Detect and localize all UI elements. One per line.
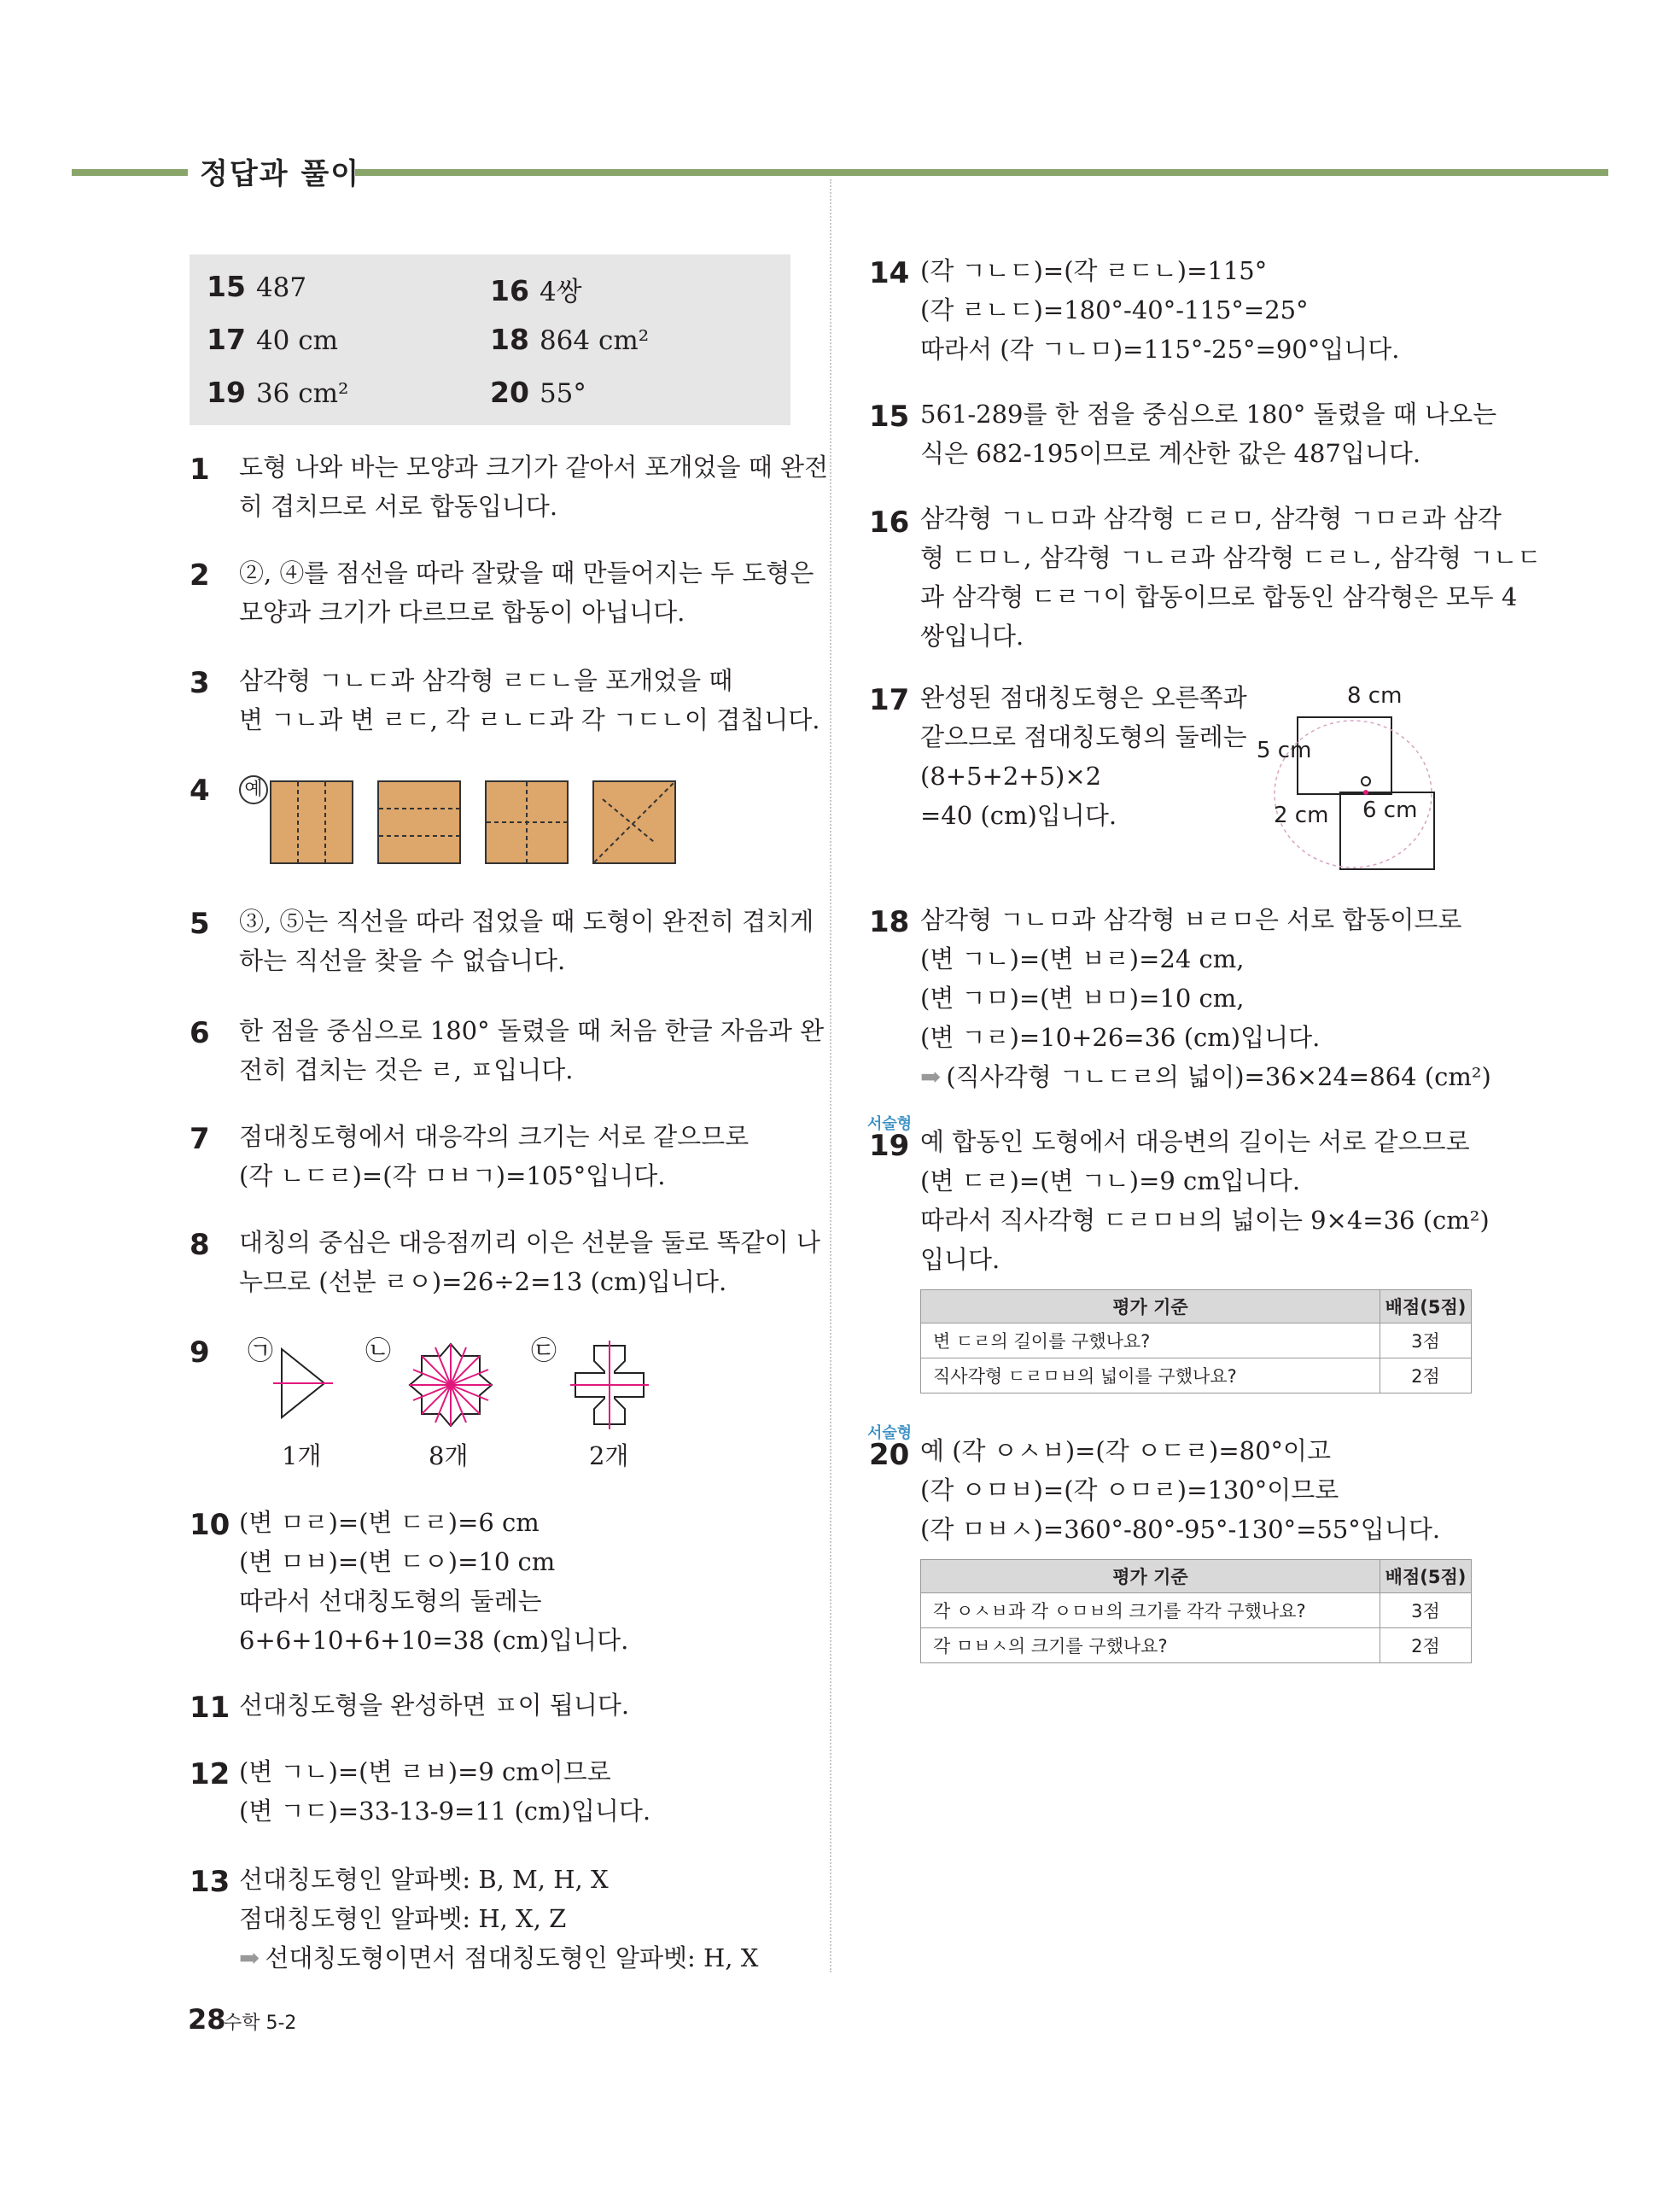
problem-number: 2 [190,558,210,593]
problem-number: 10 [190,1508,230,1542]
dim-label-bottom: 6 cm [1362,798,1418,823]
answer-item: 15 487 [207,270,307,303]
answer-item: 19 36 cm² [207,376,349,409]
arrow-icon: ➡ [920,1062,942,1091]
answer-item: 18 864 cm² [490,323,650,356]
figure-label-2: ㉡ [365,1336,391,1366]
solution-6: 한 점을 중심으로 180° 돌렸을 때 처음 한글 자음과 완 전히 겹치는 것은 ㄹ, ㅍ입니다. [239,1016,825,1084]
problem-number: 18 [869,905,910,939]
problem-number: 6 [190,1016,210,1050]
header-rule-right [355,169,1608,176]
problem-number: 7 [190,1122,210,1156]
table-row: 각 ㅁㅂㅅ의 크기를 구했나요? 2점 [921,1628,1472,1663]
problem-number: 12 [190,1757,230,1791]
problem-number: 15 [869,400,910,434]
book-title: 수학 5-2 [224,2013,297,2034]
solution-18: 삼각형 ㄱㄴㅁ과 삼각형 ㅂㄹㅁ은 서로 합동이므로 (변 ㄱㄴ)=(변 ㅂㄹ)=24 cm, (변 ㄱㅁ)=(변 ㅂㅁ)=10 cm, (변 ㄱㄹ)=10+26=36 (cm)입니다. ➡ (직사각형 ㄱㄴㄷㄹ의 넓이)=36×24=864 (cm²) [920,905,1491,1091]
solution-5: ③, ⑤는 직선을 따라 접었을 때 도형이 완전히 겹치게 하는 직선을 찾을 수 없습니다. [239,907,814,975]
figure-label-3: ㉢ [531,1336,557,1366]
dim-label-top: 8 cm [1347,683,1403,709]
problem-number: 19 [869,1129,910,1163]
solution-12: (변 ㄱㄴ)=(변 ㄹㅂ)=9 cm이므로 (변 ㄱㄷ)=33-13-9=11 (cm)입니다. [239,1757,651,1826]
problem-number: 14 [869,256,910,290]
symmetry-figures [265,1341,691,1434]
solution-8: 대칭의 중심은 대응점끼리 이은 선분을 둘로 똑같이 나 누므로 (선분 ㄹㅇ)=26÷2=13 (cm)입니다. [239,1228,820,1296]
solution-16: 삼각형 ㄱㄴㅁ과 삼각형 ㄷㄹㅁ, 삼각형 ㄱㅁㄹ과 삼각 형 ㄷㅁㄴ, 삼각형 ㄱㄴㄹ과 삼각형 ㄷㄹㄴ, 삼각형 ㄱㄴㄷ 과 삼각형 ㄷㄹㄱ이 합동이므로 합동인 삼각형은 모두 4 쌍입니다. [920,504,1542,651]
axis-count-1: 1개 [282,1441,322,1470]
figure-label-1: ㉠ [248,1336,273,1366]
problem-number: 9 [190,1335,210,1370]
problem-number: 3 [190,666,210,700]
problem-number: 16 [869,505,910,540]
problem-number: 4 [190,774,210,808]
solution-14: (각 ㄱㄴㄷ)=(각 ㄹㄷㄴ)=115° (각 ㄹㄴㄷ)=180°-40°-115°=25° 따라서 (각 ㄱㄴㅁ)=115°-25°=90°입니다. [920,256,1400,364]
problem-number: 11 [190,1691,230,1725]
grading-table: 평가 기준 배점(5점) 변 ㄷㄹ의 길이를 구했나요? 3점 직사각형 ㄷㄹㅁㅂ의 넓이를 구했나요? 2점 [920,1289,1472,1393]
problem-number: 1 [190,453,210,487]
solution-2: ②, ④를 점선을 따라 잘랐을 때 만들어지는 두 도형은 모양과 크기가 다르므로 합동이 아닙니다. [239,558,814,627]
solution-15: 561-289를 한 점을 중심으로 180° 돌렸을 때 나오는 식은 682-195이므로 계산한 값은 487입니다. [920,400,1497,468]
column-divider [830,179,831,1972]
fold-square-2 [377,780,461,864]
solution-3: 삼각형 ㄱㄴㄷ과 삼각형 ㄹㄷㄴ을 포개었을 때 변 ㄱㄴ과 변 ㄹㄷ, 각 ㄹㄴㄷ과 각 ㄱㄷㄴ이 겹칩니다. [239,666,820,734]
solution-19: 예 합동인 도형에서 대응변의 길이는 서로 같으므로 (변 ㄷㄹ)=(변 ㄱㄴ)=9 cm입니다. 따라서 직사각형 ㄷㄹㅁㅂ의 넓이는 9×4=36 (cm²) 입니다. [920,1127,1490,1274]
axis-count-2: 8개 [429,1441,469,1470]
answer-item: 16 4쌍 [490,274,582,307]
solution-13: 선대칭도형인 알파벳: B, M, H, X 점대칭도형인 알파벳: H, X, Z ➡ 선대칭도형이면서 점대칭도형인 알파벳: H, X [239,1865,759,1972]
fold-square-1 [270,780,353,864]
grading-table: 평가 기준 배점(5점) 각 ㅇㅅㅂ과 각 ㅇㅁㅂ의 크기를 각각 구했나요? 3점 각 ㅁㅂㅅ의 크기를 구했나요? 2점 [920,1559,1472,1663]
example-marker: 예 [239,770,268,809]
problem-number: 13 [190,1865,230,1899]
problem-number: 20 [869,1438,910,1472]
point-symmetric-figure [1255,683,1485,879]
dim-label-left: 5 cm [1257,738,1312,763]
solution-10: (변 ㅁㄹ)=(변 ㄷㄹ)=6 cm (변 ㅁㅂ)=(변 ㄷㅇ)=10 cm 따라서 선대칭도형의 둘레는 6+6+10+6+10=38 (cm)입니다. [239,1508,629,1655]
answer-summary-box [190,254,790,425]
problem-number: 5 [190,907,210,941]
arrow-icon: ➡ [239,1943,260,1972]
page-number: 28 [188,2003,226,2036]
problem-number: 17 [869,683,910,717]
fold-square-3 [485,780,569,864]
essay-badge: 서술형 [867,1115,913,1133]
solution-11: 선대칭도형을 완성하면 ㅍ이 됩니다. [239,1691,630,1720]
solution-1: 도형 나와 바는 모양과 크기가 같아서 포개었을 때 완전 히 겹치므로 서로 합동입니다. [239,453,829,521]
essay-badge: 서술형 [867,1424,913,1442]
answer-item: 17 40 cm [207,323,338,356]
table-row: 각 ㅇㅅㅂ과 각 ㅇㅁㅂ의 크기를 각각 구했나요? 3점 [921,1593,1472,1628]
axis-count-3: 2개 [589,1441,629,1470]
solution-17: 완성된 점대칭도형은 오른쪽과 같으므로 점대칭도형의 둘레는 (8+5+2+5)×2 =40 (cm)입니다. [920,683,1247,830]
header-rule-left [72,169,188,176]
dim-label-step: 2 cm [1274,803,1329,828]
problem-number: 8 [190,1228,210,1262]
solution-7: 점대칭도형에서 대응각의 크기는 서로 같으므로 (각 ㄴㄷㄹ)=(각 ㅁㅂㄱ)=105°입니다. [239,1122,750,1190]
answer-item: 20 55° [490,376,586,409]
table-row: 변 ㄷㄹ의 길이를 구했나요? 3점 [921,1323,1472,1358]
table-row: 직사각형 ㄷㄹㅁㅂ의 넓이를 구했나요? 2점 [921,1358,1472,1393]
page-title: 정답과 풀이 [200,157,361,191]
fold-square-4 [592,780,676,864]
solution-20: 예 (각 ㅇㅅㅂ)=(각 ㅇㄷㄹ)=80°이고 (각 ㅇㅁㅂ)=(각 ㅇㅁㄹ)=130°이므로 (각 ㅁㅂㅅ)=360°-80°-95°-130°=55°입니다. [920,1436,1441,1544]
